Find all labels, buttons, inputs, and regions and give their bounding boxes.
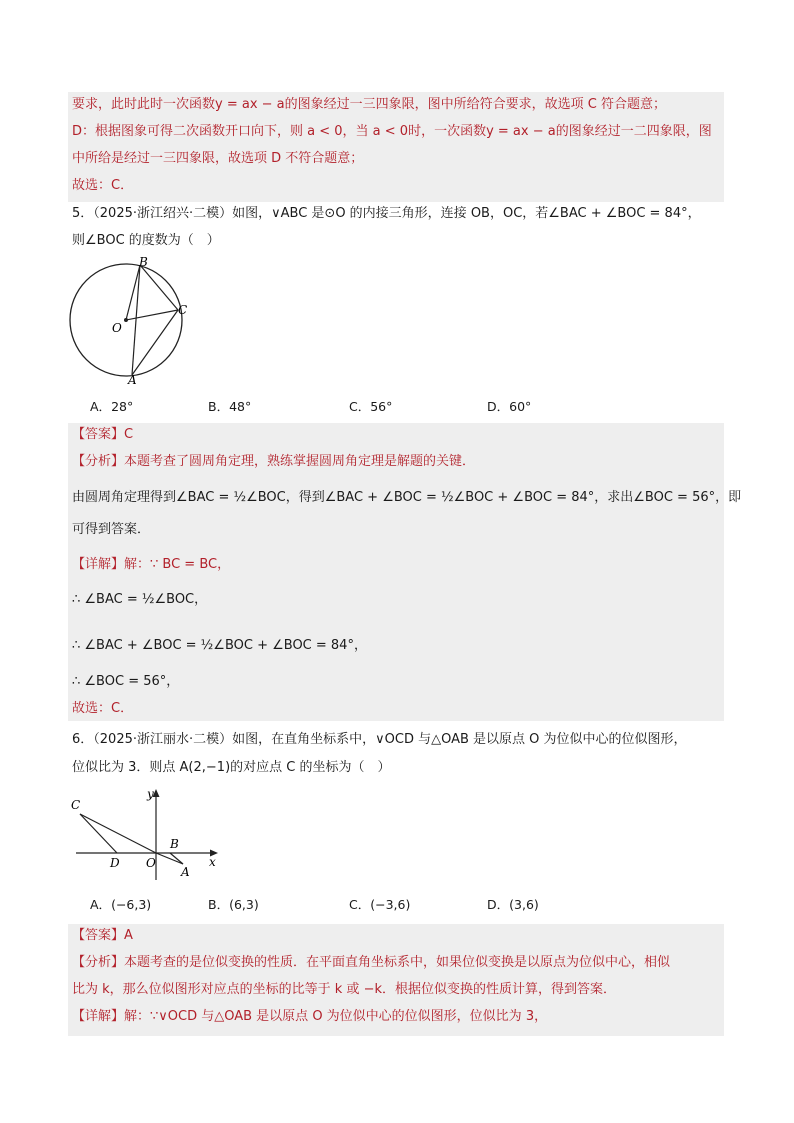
- segment-cd: [80, 814, 117, 853]
- q5-option-b: B．48°: [208, 399, 252, 414]
- label-c: C: [178, 303, 188, 317]
- q4-line-3: 中所给是经过一三四象限，故选项 D 不符合题意；: [72, 151, 364, 166]
- q5-detail-3: ∴ ∠BAC + ∠BOC = ½∠BOC + ∠BOC = 84°，: [72, 638, 367, 653]
- q4-line-4: 故选：C．: [72, 178, 134, 193]
- q5-analysis-3: 可得到答案．: [72, 522, 151, 537]
- label-b: B: [170, 837, 179, 851]
- label-d: D: [110, 856, 120, 870]
- label-x: x: [209, 855, 216, 869]
- q5-detail-5: 故选：C．: [72, 701, 134, 716]
- q5-detail-1: 【详解】解：∵ BC = BC，: [72, 557, 231, 572]
- label-c: C: [71, 798, 81, 812]
- q5-stem-1: 5．（2025·浙江绍兴·二模）如图，∨ABC 是⊙O 的内接三角形，连接 OB，OC，若∠BAC + ∠BOC = 84°，: [72, 206, 701, 221]
- label-o: O: [112, 321, 122, 335]
- segment-oc: [126, 310, 178, 320]
- q5-circle-figure: [66, 256, 196, 386]
- label-b: B: [139, 256, 148, 269]
- segment-ba: [170, 853, 183, 864]
- q5-option-c: C．56°: [349, 399, 393, 414]
- q6-answer: 【答案】A: [72, 928, 133, 943]
- label-a: A: [181, 865, 190, 879]
- center-point-o: [124, 318, 128, 322]
- q6-detail-1: 【详解】解：∵∨OCD 与△OAB 是以原点 O 为位似中心的位似图形，位似比为 3，: [72, 1009, 548, 1024]
- segment-ca: [132, 310, 178, 375]
- segment-oa: [156, 853, 183, 864]
- label-a: A: [128, 373, 137, 386]
- q5-detail-4: ∴ ∠BOC = 56°，: [72, 674, 180, 689]
- q6-option-b: B．(6,3): [208, 897, 259, 912]
- q6-option-a: A．(−6,3): [90, 897, 152, 912]
- q6-stem-2: 位似比为 3．则点 A(2,−1)的对应点 C 的坐标为（ ）: [72, 760, 391, 775]
- q6-option-c: C．(−3,6): [349, 897, 411, 912]
- q6-coordinate-figure: [66, 784, 226, 884]
- label-y: y: [147, 787, 154, 801]
- q6-analysis-2: 比为 k，那么位似图形对应点的坐标的比等于 k 或 −k．根据位似变换的性质计算，得到答案．: [72, 982, 617, 997]
- q5-detail-2: ∴ ∠BAC = ½∠BOC，: [72, 592, 208, 607]
- q6-option-d: D．(3,6): [487, 897, 539, 912]
- q5-analysis-2: 由圆周角定理得到∠BAC = ½∠BOC，得到∠BAC + ∠BOC = ½∠BOC + ∠BOC = 84°，求出∠BOC = 56°，即: [72, 490, 742, 505]
- segment-oc: [80, 814, 156, 853]
- q6-stem-1: 6．（2025·浙江丽水·二模）如图，在直角坐标系中，∨OCD 与△OAB 是以原点 O 为位似中心的位似图形，: [72, 732, 687, 747]
- q5-option-d: D．60°: [487, 399, 532, 414]
- q4-line-2: D：根据图象可得二次函数开口向下，则 a < 0，当 a < 0时，一次函数y = ax − a的图象经过一二四象限，图: [72, 124, 712, 139]
- q5-answer: 【答案】C: [72, 427, 134, 442]
- q6-analysis-1: 【分析】本题考查的是位似变换的性质．在平面直角坐标系中，如果位似变换是以原点为位似中心，相似: [72, 955, 671, 970]
- q5-analysis-1: 【分析】本题考查了圆周角定理，熟练掌握圆周角定理是解题的关键．: [72, 454, 476, 469]
- q5-option-a: A．28°: [90, 399, 134, 414]
- q4-line-1: 要求，此时此时一次函数y = ax − a的图象经过一三四象限，图中所给符合要求，故选项 C 符合题意；: [72, 97, 666, 112]
- q5-stem-2: 则∠BOC 的度数为（ ）: [72, 233, 220, 248]
- label-o: O: [146, 856, 156, 870]
